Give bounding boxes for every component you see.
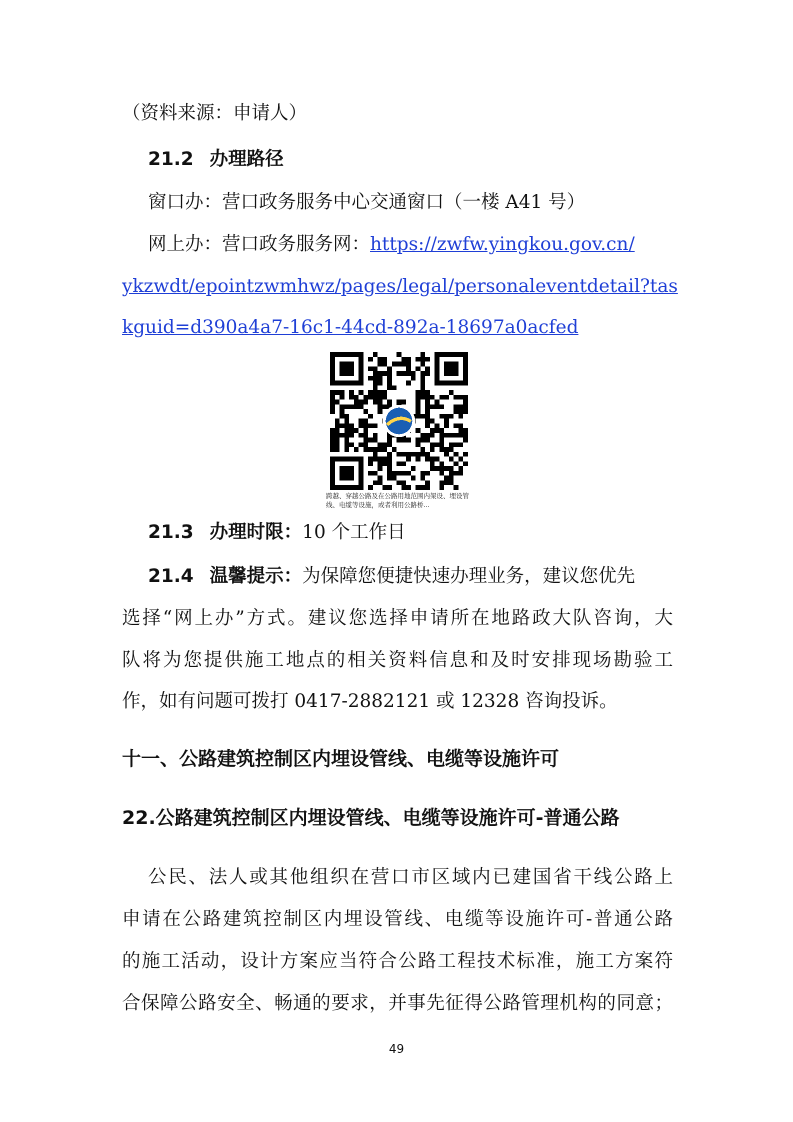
chapter-heading-11: 十一、公路建筑控制区内埋设管线、电缆等设施许可: [122, 748, 560, 770]
url-link-part-3[interactable]: kguid=d390a4a7-16c1-44cd-892a-18697a0acfed: [122, 317, 579, 338]
section-number: 21.4: [148, 566, 194, 587]
section-title: 办理路径: [209, 149, 284, 170]
body-paragraph-line-1: 公民、法人或其他组织在营口市区域内已建国省干线公路上: [148, 867, 673, 888]
body-paragraph-line-3: 的施工活动，设计方案应当符合公路工程技术标准，施工方案符: [122, 951, 673, 972]
section-title: 温馨提示：: [209, 566, 303, 587]
section-21-2-heading: [148, 148, 673, 172]
section-number: 21.2: [148, 149, 194, 170]
page-number: 49: [388, 1042, 405, 1056]
section-21-3: [148, 521, 673, 545]
section-number: 21.3: [148, 522, 194, 543]
section-21-4-line-3: 队将为您提供施工地点的相关资料信息和及时安排现场勘验工: [122, 650, 673, 671]
section-21-4-line-1: [148, 565, 673, 589]
section-title: 办理时限：: [209, 522, 303, 543]
url-link-part-1[interactable]: https://zwfw.yingkou.gov.cn/: [370, 234, 635, 255]
body-paragraph-line-4: 合保障公路安全、畅通的要求，并事先征得公路管理机构的同意；: [122, 993, 673, 1014]
tip-text: 为保障您便捷快速办理业务，建议您优先: [302, 566, 636, 587]
qr-caption: 跨越、穿越公路及在公路用地范围内架设、埋设管线、电缆等设施，或者利用公路桥...: [326, 492, 469, 509]
qr-code-block: [326, 352, 471, 509]
qr-code-icon[interactable]: [330, 352, 468, 490]
section-21-4-line-2: 选择“网上办”方式。建议您选择申请所在地路政大队咨询，大: [122, 608, 673, 629]
time-limit-value: 10 个工作日: [302, 522, 406, 543]
online-prefix: 网上办：营口政务服务网：: [148, 234, 371, 255]
section-21-4-line-4: 作，如有问题可拨打 0417-2882121 或 12328 咨询投诉。: [122, 691, 618, 712]
online-office-line: [148, 233, 673, 257]
body-paragraph-line-2: 申请在公路建筑控制区内埋设管线、电缆等设施许可-普通公路: [122, 909, 673, 930]
item-heading-22: 22.公路建筑控制区内埋设管线、电缆等设施许可-普通公路: [122, 807, 620, 829]
url-link-part-2[interactable]: ykzwdt/epointzwmhwz/pages/legal/personaleventdetail?tas: [122, 276, 678, 297]
source-line: （资料来源：申请人）: [122, 103, 308, 124]
window-office-line: 窗口办：营口政务服务中心交通窗口（一楼 A41 号）: [148, 192, 586, 213]
